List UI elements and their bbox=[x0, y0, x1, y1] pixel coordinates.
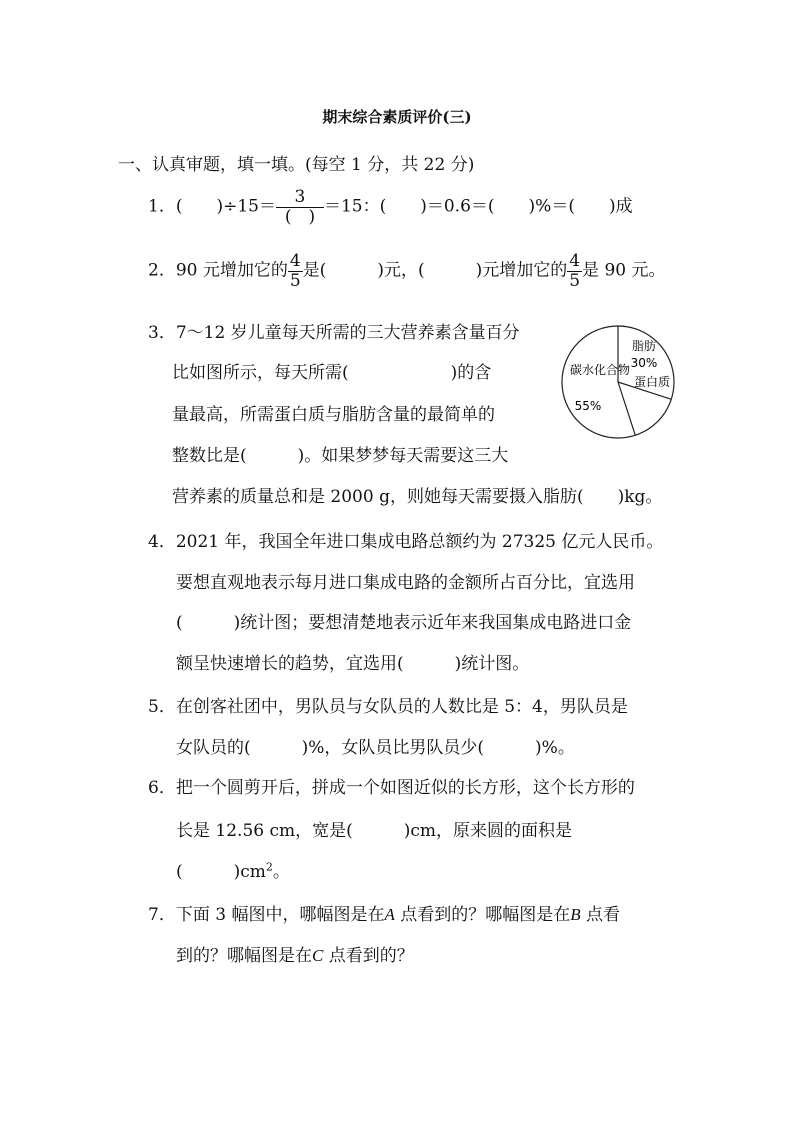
q6-line-2: 长是 12.56 cm，宽是( )cm，原来圆的面积是 bbox=[176, 821, 573, 841]
question-1 bbox=[148, 188, 633, 226]
q7-point-a: A bbox=[384, 905, 395, 924]
pie-label-fat: 脂肪 bbox=[631, 339, 657, 353]
q6-line-1: 6．把一个圆剪开后，拼成一个如图近似的长方形，这个长方形的 bbox=[148, 778, 635, 798]
q3-line-1: 3．7～12 岁儿童每天所需的三大营养素含量百分 bbox=[148, 323, 520, 343]
q2-f1-numerator: 4 bbox=[289, 251, 301, 271]
q2-part-c: 是 90 元。 bbox=[582, 260, 666, 281]
q6-line-3-b: 。 bbox=[272, 862, 290, 882]
pie-value-carb: 55% bbox=[574, 399, 602, 413]
q1-part-a: 1．( )÷15＝ bbox=[148, 196, 276, 217]
q1-part-b: ＝15：( )＝0.6＝( )%＝( )成 bbox=[323, 196, 633, 217]
q7-line-2 bbox=[176, 941, 414, 966]
q3-line-3: 量最高，所需蛋白质与脂肪含量的最简单的 bbox=[172, 405, 495, 425]
nutrient-pie-chart bbox=[548, 322, 688, 442]
q7-line-1-b: 点看到的？哪幅图是在 bbox=[394, 905, 571, 925]
q7-line-1-a: 7．下面 3 幅图中，哪幅图是在 bbox=[148, 905, 385, 925]
section-heading: 一、认真审题，填一填。(每空 1 分，共 22 分) bbox=[118, 155, 475, 175]
q3-line-5: 营养素的质量总和是 2000 g，则她每天需要摄入脂肪( )kg。 bbox=[172, 487, 663, 507]
q4-line-1: 4．2021 年，我国全年进口集成电路总额约为 27325 亿元人民币。 bbox=[148, 532, 664, 552]
q7-line-2-b: 点看到的？ bbox=[323, 946, 414, 966]
q1-fraction bbox=[276, 188, 324, 226]
pie-label-carb: 碳水化合物 bbox=[569, 363, 631, 377]
q1-numerator: 3 bbox=[294, 187, 306, 207]
q7-line-2-a: 到的？哪幅图是在 bbox=[176, 946, 312, 966]
q5-line-1: 5．在创客社团中，男队员与女队员的人数比是 5：4，男队员是 bbox=[148, 697, 628, 717]
q4-line-2: 要想直观地表示每月进口集成电路的金额所占百分比，宜选用 bbox=[176, 573, 635, 593]
q3-line-2: 比如图所示，每天所需( )的含 bbox=[172, 363, 492, 383]
q2-f1-denominator: 5 bbox=[289, 270, 301, 291]
q2-part-a: 2．90 元增加它的 bbox=[148, 260, 288, 281]
q6-line-3-a: ( )cm bbox=[176, 862, 266, 882]
q2-fraction-1 bbox=[288, 252, 303, 290]
q7-point-b: B bbox=[570, 905, 581, 924]
q2-part-b: 是( )元，( )元增加它的 bbox=[302, 260, 568, 281]
q4-line-3: ( )统计图；要想清楚地表示近年来我国集成电路进口金 bbox=[176, 613, 632, 633]
q7-line-1-c: 点看 bbox=[580, 905, 621, 925]
pie-label-protein-1: 蛋白质 bbox=[633, 375, 671, 389]
q7-line-1 bbox=[148, 900, 620, 925]
page-title: 期末综合素质评价(三) bbox=[322, 108, 472, 126]
q6-superscript: 2 bbox=[265, 860, 273, 874]
pie-divider-protein-carb bbox=[618, 382, 635, 435]
q6-line-3 bbox=[176, 857, 290, 882]
q2-f2-denominator: 5 bbox=[569, 270, 581, 291]
q5-line-2: 女队员的( )%，女队员比男队员少( )%。 bbox=[176, 738, 575, 758]
q3-line-4: 整数比是( )。如果梦梦每天需要这三大 bbox=[172, 446, 509, 466]
question-2 bbox=[148, 252, 666, 290]
q7-point-c: C bbox=[312, 946, 324, 965]
pie-value-fat: 30% bbox=[630, 356, 658, 370]
q2-fraction-2 bbox=[567, 252, 582, 290]
q2-f2-numerator: 4 bbox=[569, 251, 581, 271]
q1-denominator: ( ) bbox=[276, 207, 324, 227]
q4-line-4: 额呈快速增长的趋势，宜选用( )统计图。 bbox=[176, 654, 530, 674]
